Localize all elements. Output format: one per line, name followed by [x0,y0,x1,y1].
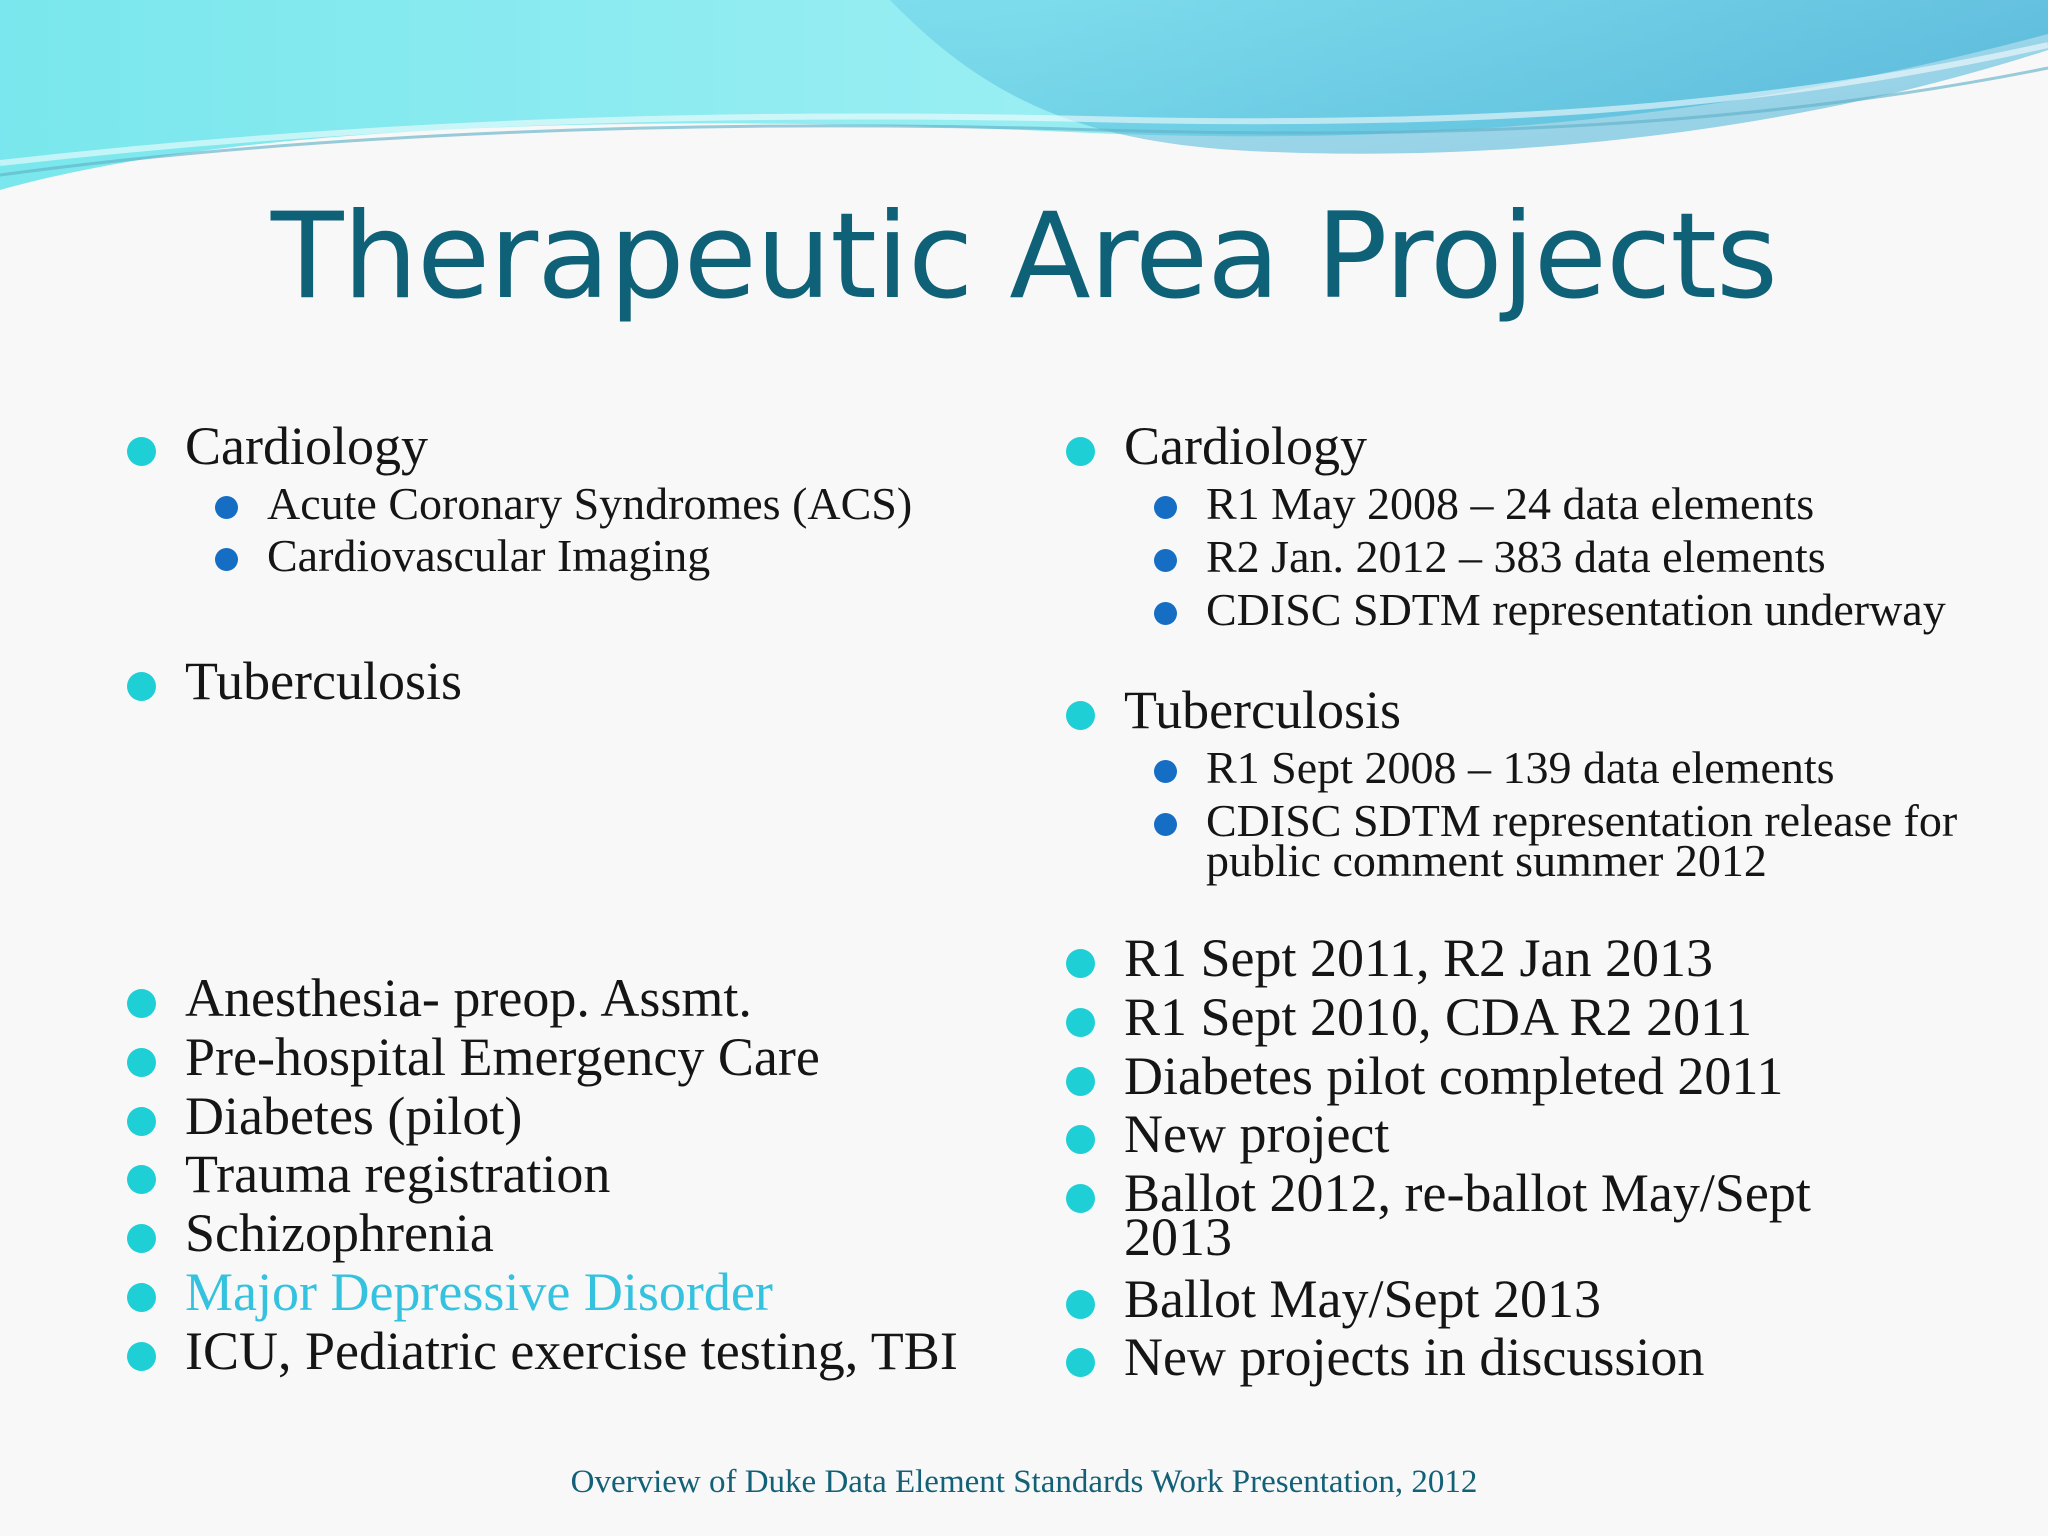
header-wave-decoration [0,0,2048,210]
list-item-trauma-registration: Trauma registration [125,1152,610,1196]
subitem-cardiovascular-imaging: Cardiovascular Imaging [125,536,710,576]
list-item-diabetes-pilot: Diabetes (pilot) [125,1094,522,1138]
list-item-right-tuberculosis: Tuberculosis [1064,688,1401,732]
subitem-r1-may-2008: R1 May 2008 – 24 data elements [1064,484,1814,524]
list-item-right-cardiology: Cardiology [1064,424,1367,468]
list-item-schizophrenia: Schizophrenia [125,1211,494,1255]
list-item-ballot-2012: Ballot 2012, re-ballot May/Sept 2013 [1064,1171,1914,1259]
list-item-prehospital-emergency-care: Pre-hospital Emergency Care [125,1035,820,1079]
list-item-r1-sept-2010: R1 Sept 2010, CDA R2 2011 [1064,995,1752,1039]
list-item-major-depressive-disorder: Major Depressive Disorder [125,1270,773,1314]
list-item-new-projects-discussion: New projects in discussion [1064,1335,1704,1379]
subitem-r1-sept-2008: R1 Sept 2008 – 139 data elements [1064,748,1835,788]
subitem-r2-jan-2012: R2 Jan. 2012 – 383 data elements [1064,537,1826,577]
list-item-ballot-may-sept: Ballot May/Sept 2013 [1064,1277,1601,1321]
list-item-r1-sept-2011: R1 Sept 2011, R2 Jan 2013 [1064,936,1713,980]
list-item-icu-pediatric-tbi: ICU, Pediatric exercise testing, TBI [125,1329,985,1373]
slide-footer: Overview of Duke Data Element Standards Work Presentation, 2012 [570,1464,1478,1500]
list-item-new-project: New project [1064,1112,1389,1156]
subitem-acs: Acute Coronary Syndromes (ACS) [125,484,912,524]
list-item-left-tuberculosis: Tuberculosis [125,659,462,703]
subitem-cdisc-cardiology: CDISC SDTM representation underway [1064,590,1966,630]
subitem-cdisc-tuberculosis: CDISC SDTM representation release for public comment summer 2012 [1064,801,1966,881]
slide-title: Therapeutic Area Projects [270,188,1778,326]
list-item-anesthesia: Anesthesia- preop. Assmt. [125,976,752,1020]
list-item-left-cardiology: Cardiology [125,424,428,468]
list-item-diabetes-completed: Diabetes pilot completed 2011 [1064,1054,1783,1098]
